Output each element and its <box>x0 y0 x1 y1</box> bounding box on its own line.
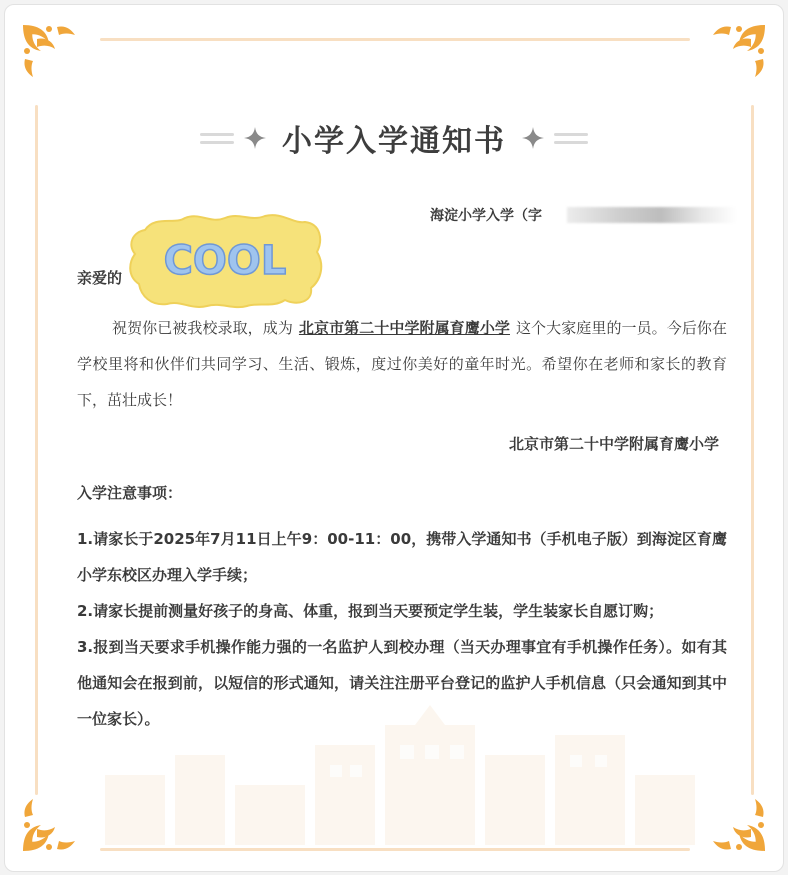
title-deco-right <box>512 127 588 149</box>
body-suffix: 这个大家庭里的一员。今后你在学校里将和伙伴们共同学习、生活、锻炼，度过你美好的童年时光。希望你在老师和家长的教育下，茁壮成长！ <box>77 319 727 409</box>
top-border-line <box>100 38 690 41</box>
header-school-reference: 海淀小学入学（字 <box>430 208 542 224</box>
notice-item: 3.报到当天要求手机操作能力强的一名监护人到校办理（当天办理事宜有手机操作任务）。如有其他通知会在报到前，以短信的形式通知，请关注注册平台登记的监护人手机信息（只会通知到其中一位家长）。 <box>77 638 727 728</box>
cool-text: COOL <box>163 238 287 284</box>
page-title: 小学入学通知书 <box>282 124 506 159</box>
sparkle-icon <box>522 127 544 149</box>
congratulation-paragraph <box>77 310 727 418</box>
left-border-line <box>35 105 38 795</box>
corner-ornament-icon <box>705 21 769 85</box>
notice-card <box>4 4 784 872</box>
body-prefix: 祝贺你已被我校录取，成为 <box>112 319 293 337</box>
sparkle-icon <box>244 127 266 149</box>
title-bar <box>5 113 783 163</box>
bottom-border-line <box>100 848 690 851</box>
salutation: 亲爱的 <box>77 269 123 287</box>
notice-heading: 入学注意事项： <box>77 484 183 502</box>
right-border-line <box>751 105 754 795</box>
title-deco-left <box>200 127 276 149</box>
signature: 北京市第二十中学附属育鹰小学 <box>508 435 719 453</box>
notice-item: 2.请家长提前测量好孩子的身高、体重，报到当天要预定学生装，学生装家长自愿订购； <box>77 602 664 620</box>
redacted-area <box>567 207 737 223</box>
notice-list <box>77 521 727 737</box>
notice-item: 1.请家长于2025年7月11日上午9：00-11：00，携带入学通知书（手机电子版）到海淀区育鹰小学东校区办理入学手续； <box>77 530 727 584</box>
corner-ornament-icon <box>19 21 83 85</box>
cool-sticker <box>125 210 325 310</box>
school-name-link: 北京市第二十中学附属育鹰小学 <box>298 319 510 337</box>
